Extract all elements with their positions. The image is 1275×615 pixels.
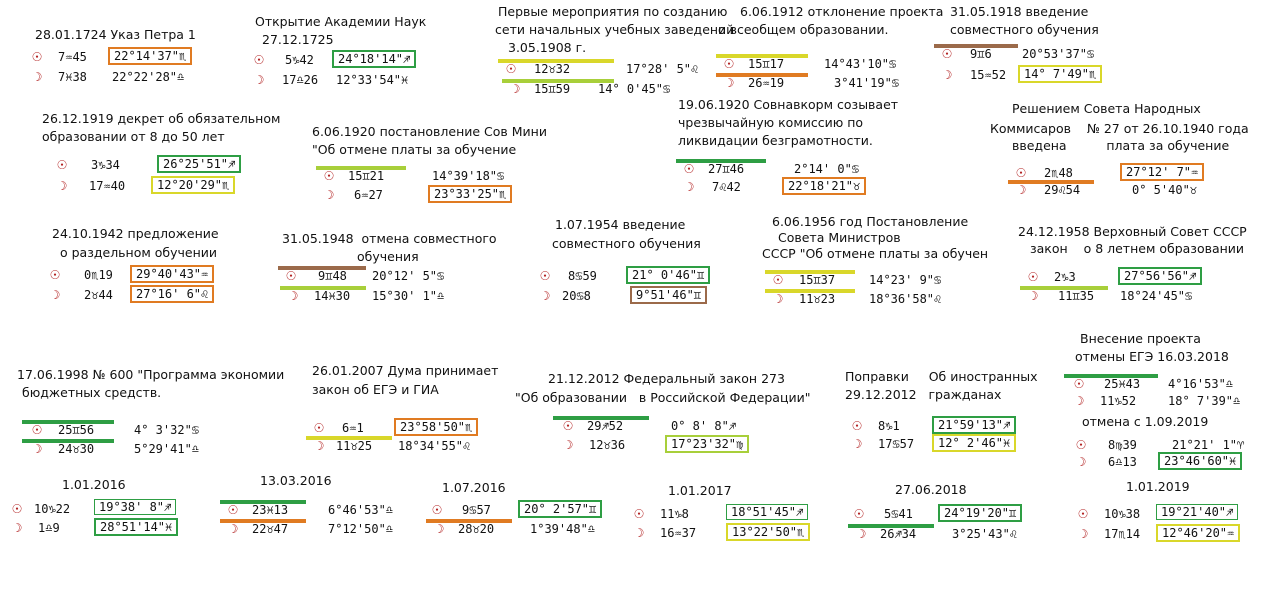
moon-position: 6♎13	[1108, 455, 1137, 469]
event-title: СССР "Об отмене платы за обучен	[762, 246, 989, 261]
moon-row	[934, 66, 1154, 84]
event-title: закон о 8 летнем образовании	[1030, 241, 1245, 256]
moon-value: 3°25'43"♌	[952, 527, 1018, 541]
sun-row	[1064, 375, 1274, 393]
moon-row	[765, 290, 985, 308]
event-date-title: 26.01.2007 Дума принимает	[312, 363, 499, 378]
moon-position: 11♊35	[1058, 289, 1095, 303]
moon-row	[306, 437, 516, 455]
event-title: "Об образовании в Российской Федерации"	[515, 390, 811, 405]
moon-icon: ☽	[11, 521, 23, 535]
sun-row	[850, 417, 1070, 435]
moon-icon: ☽	[1015, 183, 1027, 197]
sun-value: 27°12' 7"♒	[1120, 163, 1204, 181]
sun-icon: ☉	[1073, 377, 1085, 391]
moon-value: 12°33'54"♓	[336, 73, 409, 87]
event-title: Первые мероприятия по созданию	[498, 4, 728, 19]
moon-value: 14° 0'45"♋	[598, 82, 671, 96]
moon-position: 28♉20	[458, 522, 495, 536]
moon-value: 28°51'14"♓	[94, 518, 178, 536]
sun-icon: ☉	[227, 503, 239, 517]
sun-position: 25♓43	[1104, 377, 1141, 391]
sun-value: 21°21' 1"♈	[1172, 438, 1245, 452]
sun-icon: ☉	[31, 423, 43, 437]
event-subtitle: отмена с 1.09.2019	[1082, 414, 1209, 429]
sun-value: 20° 2'57"♊	[518, 500, 602, 518]
sun-position: 15♊37	[799, 273, 836, 287]
sun-position: 6♒1	[342, 421, 364, 435]
sun-position: 8♋59	[568, 269, 597, 283]
moon-icon: ☽	[31, 70, 43, 84]
moon-row	[716, 74, 936, 92]
event-title: "Об отмене платы за обучение	[312, 142, 517, 157]
sun-value: 24°18'14"♐	[332, 50, 416, 68]
moon-icon: ☽	[539, 289, 551, 303]
moon-icon: ☽	[855, 527, 867, 541]
event-date: 3.05.1908 г.	[508, 40, 587, 55]
moon-position: 11♉25	[336, 439, 373, 453]
moon-value: 17°23'32"♍	[665, 435, 749, 453]
sun-icon: ☉	[505, 62, 517, 76]
moon-row	[1074, 453, 1274, 471]
event-date-title: 19.06.1920 Совнавкорм созывает	[678, 97, 899, 112]
moon-row	[1020, 287, 1250, 305]
sun-icon: ☉	[683, 162, 695, 176]
event-date-title: 28.01.1724 Указ Петра 1	[35, 27, 196, 42]
sun-row	[430, 501, 650, 519]
sun-row	[632, 505, 852, 523]
sun-icon: ☉	[49, 268, 61, 282]
moon-row	[1008, 181, 1238, 199]
event-date: 1.01.2019	[1126, 479, 1190, 494]
sun-value: 19°38' 8"♐	[94, 499, 176, 515]
moon-icon: ☽	[633, 526, 645, 540]
event-title: Коммисаров № 27 от 26.10.1940 года	[990, 121, 1249, 136]
moon-value: 12° 2'46"♓	[932, 434, 1016, 452]
moon-value: 12°46'20"♒	[1156, 524, 1240, 542]
moon-icon: ☽	[31, 442, 43, 456]
sun-position: 27♊46	[708, 162, 745, 176]
moon-icon: ☽	[1075, 455, 1087, 469]
sun-position: 25♊56	[58, 423, 95, 437]
sun-row	[252, 51, 442, 69]
moon-row	[852, 525, 1072, 543]
event-title: образовании от 8 до 50 лет	[42, 129, 225, 144]
sun-value: 27°56'56"♐	[1118, 267, 1202, 285]
event-title: обучения	[357, 249, 419, 264]
moon-row	[316, 186, 536, 204]
moon-value: 1°39'48"♎	[530, 522, 596, 536]
moon-icon: ☽	[723, 76, 735, 90]
moon-value: 27°16' 6"♌	[130, 285, 214, 303]
sun-icon: ☉	[1075, 438, 1087, 452]
sun-row	[220, 501, 420, 519]
sun-icon: ☉	[1015, 166, 1027, 180]
moon-value: 13°22'50"♏	[726, 523, 810, 541]
moon-position: 22♉47	[252, 522, 289, 536]
sun-position: 0♏19	[84, 268, 113, 282]
moon-value: 14° 7'49"♏	[1018, 65, 1102, 83]
event-date-title: 24.10.1942 предложение	[52, 226, 219, 241]
event-date-title: 17.06.1998 № 600 "Программа экономии	[17, 367, 285, 382]
sun-value: 20°12' 5"♋	[372, 269, 445, 283]
sun-value: 14°43'10"♋	[824, 57, 897, 71]
event-title: о всеобщем образовании.	[718, 22, 889, 37]
sun-icon: ☉	[285, 269, 297, 283]
moon-row	[553, 436, 773, 454]
sun-position: 7♒45	[58, 50, 87, 64]
event-date: 29.12.2012 гражданах	[845, 387, 1002, 402]
moon-row	[252, 71, 442, 89]
sun-value: 14°39'18"♋	[432, 169, 505, 183]
event-date-title: 31.05.1948 отмена совместного	[282, 231, 497, 246]
sun-value: 4°16'53"♎	[1168, 377, 1234, 391]
sun-position: 5♋41	[884, 507, 913, 521]
sun-icon: ☉	[853, 507, 865, 521]
moon-value: 3°41'19"♋	[834, 76, 900, 90]
sun-row	[22, 421, 252, 439]
event-title: ликвидации безграмотности.	[678, 133, 873, 148]
moon-icon: ☽	[56, 179, 68, 193]
moon-value: 12°20'29"♏	[151, 176, 235, 194]
sun-row	[306, 419, 516, 437]
moon-value: 18°36'58"♌	[869, 292, 942, 306]
event-date: 27.06.2018	[895, 482, 967, 497]
moon-position: 11♑52	[1100, 394, 1137, 408]
sun-position: 5♑42	[285, 53, 314, 67]
event-title: совместного обучения	[950, 22, 1099, 37]
sun-value: 14°23' 9"♋	[869, 273, 942, 287]
moon-icon: ☽	[287, 289, 299, 303]
sun-position: 10♑22	[34, 502, 71, 516]
sun-icon: ☉	[941, 47, 953, 61]
sun-icon: ☉	[431, 503, 443, 517]
event-title: Открытие Академии Наук	[255, 14, 427, 29]
sun-icon: ☉	[56, 158, 68, 172]
moon-value: 18° 7'39"♎	[1168, 394, 1241, 408]
sun-position: 29♐52	[587, 419, 624, 433]
sun-value: 4° 3'32"♋	[134, 423, 200, 437]
sun-row	[48, 266, 258, 284]
event-title: совместного обучения	[552, 236, 701, 251]
moon-position: 16♒37	[660, 526, 697, 540]
event-date-title: 31.05.1918 введение	[950, 4, 1089, 19]
moon-position: 7♌42	[712, 180, 741, 194]
moon-row	[278, 287, 498, 305]
sun-value: 23°58'50"♏	[394, 418, 478, 436]
moon-icon: ☽	[313, 439, 325, 453]
sun-row	[676, 160, 886, 178]
sun-icon: ☉	[539, 269, 551, 283]
moon-position: 17♒40	[89, 179, 126, 193]
event-title: введена плата за обучение	[1012, 138, 1230, 153]
moon-icon: ☽	[49, 288, 61, 302]
moon-value: 23°33'25"♏	[428, 185, 512, 203]
sun-position: 8♑1	[878, 419, 900, 433]
moon-icon: ☽	[323, 188, 335, 202]
sun-position: 12♉32	[534, 62, 571, 76]
sun-value: 6°46'53"♎	[328, 503, 394, 517]
moon-value: 18°34'55"♌	[398, 439, 471, 453]
event-date-title: 6.06.1956 год Постановление	[772, 214, 969, 229]
moon-position: 20♋8	[562, 289, 591, 303]
sun-row	[10, 500, 210, 518]
moon-position: 17♎26	[282, 73, 319, 87]
sun-icon: ☉	[31, 50, 43, 64]
event-date: 1.01.2016	[62, 477, 126, 492]
event-title: сети начальных учебных заведений	[495, 22, 735, 37]
moon-icon: ☽	[772, 292, 784, 306]
moon-icon: ☽	[851, 437, 863, 451]
sun-value: 21°59'13"♐	[932, 416, 1016, 434]
moon-icon: ☽	[227, 522, 239, 536]
sun-value: 18°51'45"♐	[726, 504, 808, 520]
sun-position: 23♓13	[252, 503, 289, 517]
moon-row	[55, 177, 265, 195]
moon-position: 11♉23	[799, 292, 836, 306]
moon-value: 22°18'21"♉	[782, 177, 866, 195]
sun-row	[1020, 268, 1250, 286]
moon-value: 23°46'60"♓	[1158, 452, 1242, 470]
moon-row	[10, 519, 210, 537]
moon-position: 29♌54	[1044, 183, 1081, 197]
sun-icon: ☉	[723, 57, 735, 71]
sun-icon: ☉	[1027, 270, 1039, 284]
moon-icon: ☽	[253, 73, 265, 87]
moon-value: 22°22'28"♎	[112, 70, 185, 84]
event-date: 13.03.2016	[260, 473, 332, 488]
sun-row	[934, 45, 1154, 63]
moon-row	[676, 178, 886, 196]
moon-position: 7♓38	[58, 70, 87, 84]
sun-position: 9♊6	[970, 47, 992, 61]
sun-value: 2°14' 0"♋	[794, 162, 860, 176]
sun-row	[278, 267, 498, 285]
moon-position: 2♉44	[84, 288, 113, 302]
moon-position: 26♐34	[880, 527, 917, 541]
sun-position: 2♑3	[1054, 270, 1076, 284]
sun-value: 24°19'20"♊	[938, 504, 1022, 522]
moon-icon: ☽	[1077, 527, 1089, 541]
moon-row	[1076, 525, 1266, 543]
sun-row	[716, 55, 936, 73]
moon-row	[1064, 392, 1274, 410]
moon-row	[48, 286, 258, 304]
sun-icon: ☉	[633, 507, 645, 521]
sun-value: 0° 8' 8"♐	[671, 419, 737, 433]
sun-position: 9♊48	[318, 269, 347, 283]
event-date-title: 1.07.1954 введение	[555, 217, 686, 232]
sun-icon: ☉	[253, 53, 265, 67]
moon-icon: ☽	[683, 180, 695, 194]
moon-position: 15♊59	[534, 82, 571, 96]
event-title: о раздельном обучении	[60, 245, 218, 260]
sun-row	[1076, 505, 1266, 523]
moon-icon: ☽	[1073, 394, 1085, 408]
moon-position: 1♎9	[38, 521, 60, 535]
sun-icon: ☉	[562, 419, 574, 433]
sun-value: 17°28' 5"♌	[626, 62, 699, 76]
sun-position: 2♏48	[1044, 166, 1073, 180]
moon-icon: ☽	[433, 522, 445, 536]
moon-value: 5°29'41"♎	[134, 442, 200, 456]
moon-row	[430, 520, 650, 538]
sun-value: 22°14'37"♏	[108, 47, 192, 65]
event-title: Поправки Об иностранных	[845, 369, 1038, 384]
sun-position: 8♍39	[1108, 438, 1137, 452]
sun-value: 26°25'51"♐	[157, 155, 241, 173]
sun-icon: ☉	[772, 273, 784, 287]
event-title: чрезвычайную комиссию по	[678, 115, 864, 130]
moon-position: 6♒27	[354, 188, 383, 202]
moon-icon: ☽	[941, 68, 953, 82]
sun-position: 10♑38	[1104, 507, 1141, 521]
moon-row	[538, 287, 738, 305]
sun-icon: ☉	[1077, 507, 1089, 521]
event-date-title: 21.12.2012 Федеральный закон 273	[548, 371, 785, 386]
sun-row	[30, 48, 230, 66]
sun-icon: ☉	[851, 419, 863, 433]
sun-value: 29°40'43"♒	[130, 265, 214, 283]
sun-value: 20°53'37"♋	[1022, 47, 1095, 61]
moon-value: 0° 5'40"♉	[1132, 183, 1198, 197]
moon-icon: ☽	[562, 438, 574, 452]
sun-position: 15♊17	[748, 57, 785, 71]
sun-position: 9♋57	[462, 503, 491, 517]
moon-row	[22, 440, 252, 458]
event-date: 27.12.1725	[262, 32, 334, 47]
moon-position: 24♉30	[58, 442, 95, 456]
sun-row	[765, 271, 985, 289]
sun-icon: ☉	[313, 421, 325, 435]
event-title: Решением Совета Народных	[1012, 101, 1201, 116]
moon-value: 7°12'50"♎	[328, 522, 394, 536]
moon-position: 17♏14	[1104, 527, 1141, 541]
moon-position: 12♉36	[589, 438, 626, 452]
sun-row	[553, 417, 773, 435]
moon-icon: ☽	[509, 82, 521, 96]
event-date-title: 24.12.1958 Верховный Совет СССР	[1018, 224, 1247, 239]
sun-row	[538, 267, 738, 285]
sun-position: 15♊21	[348, 169, 385, 183]
sun-icon: ☉	[11, 502, 23, 516]
moon-icon: ☽	[1027, 289, 1039, 303]
sun-row	[852, 505, 1072, 523]
moon-position: 14♓30	[314, 289, 351, 303]
moon-position: 26♒19	[748, 76, 785, 90]
event-title: 6.06.1912 отклонение проекта	[740, 4, 944, 19]
sun-position: 11♑8	[660, 507, 689, 521]
event-date-title: 6.06.1920 постановление Сов Мини	[312, 124, 547, 139]
event-title: Внесение проекта	[1080, 331, 1201, 346]
moon-row	[632, 524, 852, 542]
event-date: 1.07.2016	[442, 480, 506, 495]
moon-value: 9°51'46"♊	[630, 286, 707, 304]
event-date-title: 26.12.1919 декрет об обязательном	[42, 111, 281, 126]
moon-row	[220, 520, 420, 538]
sun-row	[55, 156, 265, 174]
event-title: Совета Министров	[778, 230, 901, 245]
sun-icon: ☉	[323, 169, 335, 183]
sun-value: 19°21'40"♐	[1156, 504, 1238, 520]
moon-position: 15♒52	[970, 68, 1007, 82]
moon-row	[498, 80, 708, 98]
sun-row	[498, 60, 708, 78]
moon-position: 17♋57	[878, 437, 915, 451]
event-title: закон об ЕГЭ и ГИА	[312, 382, 439, 397]
sun-row	[316, 167, 536, 185]
moon-value: 15°30' 1"♎	[372, 289, 445, 303]
moon-row	[850, 435, 1070, 453]
event-date: 1.01.2017	[668, 483, 732, 498]
event-title: отмены ЕГЭ 16.03.2018	[1075, 349, 1229, 364]
sun-value: 21° 0'46"♊	[626, 266, 710, 284]
moon-row	[30, 68, 230, 86]
sun-position: 3♑34	[91, 158, 120, 172]
event-title: бюджетных средств.	[22, 385, 162, 400]
moon-value: 18°24'45"♋	[1120, 289, 1193, 303]
